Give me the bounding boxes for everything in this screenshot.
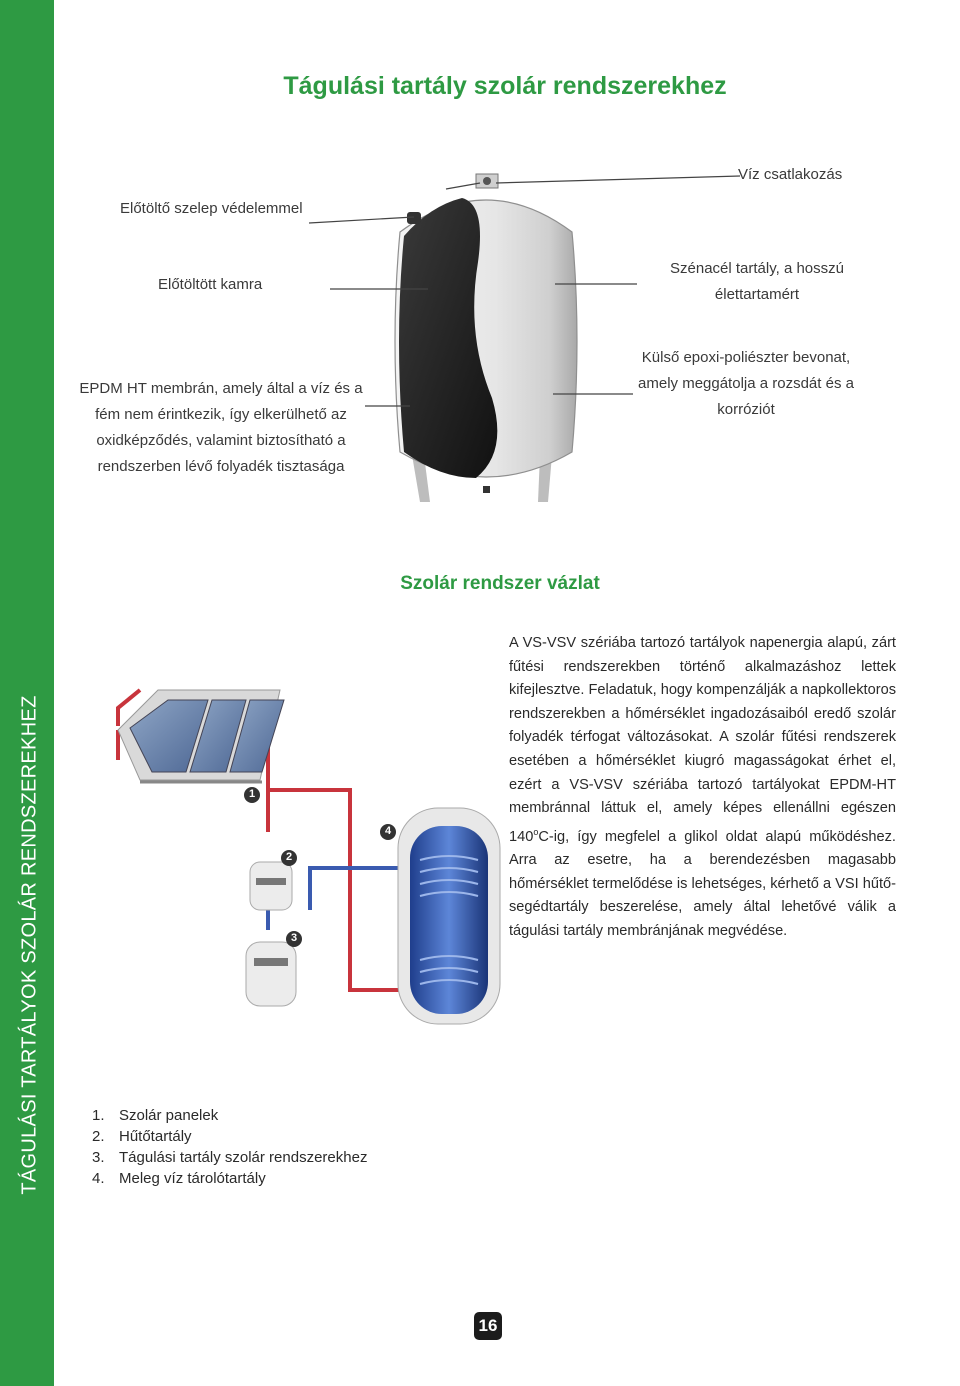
solar-panels: [118, 690, 284, 782]
callout-carbon-steel: Szénacél tartály, a hosszú élettartamért: [670, 260, 844, 303]
legend-item: 1. Szolár panelek: [92, 1107, 219, 1124]
hot-water-storage: [398, 808, 500, 1024]
expansion-tank-small: [246, 942, 296, 1006]
legend-item: 3. Tágulási tartály szolár rendszerekhez: [92, 1149, 368, 1166]
marker-2-label: 2: [285, 851, 293, 863]
schema-title: Szolár rendszer vázlat: [400, 573, 600, 594]
legend-item: 2. Hűtőtartály: [92, 1128, 192, 1145]
page-number: 16: [474, 1312, 502, 1340]
callout-water-connection: Víz csatlakozás: [738, 166, 843, 183]
legend-item: 4. Meleg víz tárolótartály: [92, 1170, 266, 1187]
marker-3-label: 3: [290, 932, 298, 944]
callout-epoxy-coating: Külső epoxi-poliészter bevonat, amely meggátolja a rozsdát és a korróziót: [638, 349, 854, 418]
side-label: TÁGULÁSI TARTÁLYOK SZOLÁR RENDSZEREKHEZ: [18, 695, 41, 1195]
description-paragraph: A VS-VSV szériába tartozó tartályok napenergia alapú, zárt fűtési rendszerekben történő alkalmazáshoz lettek kifejlesztve. Feladatuk, hogy kompenzálják a napkollektoros rendszerekben a hőmérséklet ingadozásaiból eredő szolár folyadék térfogat változásokat. A szolár fűtési rendszerek esetében a hőmérséklet kiugró magasságokat érhet el, ezért a VS-VSV szériába tartozó tartályokat EPDM-HT membránnal láttuk el, amely képes ellenállni egészen 140$^o$C-ig, így megfelel a glikol oldat alapú működéshez. Arra az esetre, ha a berendezésben magasabb hőmérséklet termelődése is lehetséges, kérhető a VSI hűtő-segédtartály beszerelése, amely által lehetővé válik a tágulási tartály membránjának megvédése.: [509, 635, 896, 939]
cooling-tank: [250, 862, 292, 910]
callout-precharge-valve: Előtöltő szelep védelemmel: [120, 200, 303, 217]
pipe-blue: [310, 868, 408, 910]
marker-1-label: 1: [248, 788, 256, 800]
marker-4-label: 4: [384, 825, 392, 837]
page-title: Tágulási tartály szolár rendszerekhez: [283, 72, 727, 100]
diagram-legend: [92, 1105, 367, 1189]
callout-epdm-membrane: EPDM HT membrán, amely által a víz és a fém nem érintkezik, így elkerülhető az oxidképződés, valamint biztosítható a rendszerben lévő folyadék tisztasága: [79, 380, 363, 475]
callout-precharged-chamber: Előtöltött kamra: [158, 276, 263, 293]
